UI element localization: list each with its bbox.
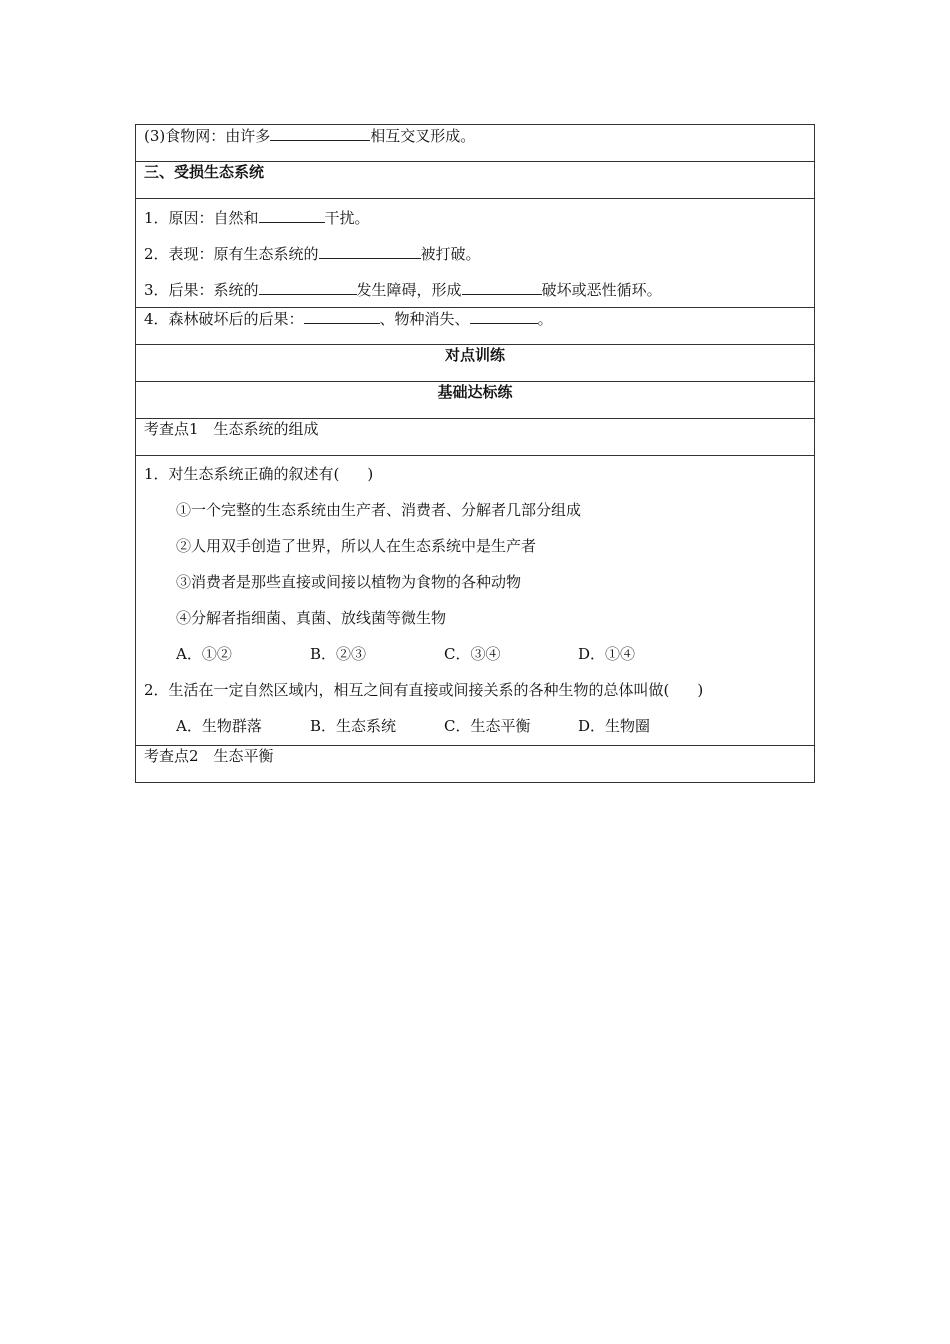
cause-blank[interactable]	[259, 207, 325, 223]
section3-row	[136, 162, 815, 199]
q2-stem: 2．生活在一定自然区域内，相互之间有直接或间接关系的各种生物的总体叫做(	[144, 681, 670, 699]
q2-stem-line	[144, 672, 806, 708]
q1-stem-end: )	[367, 465, 374, 483]
cause-line	[144, 199, 806, 235]
forest-blank-2[interactable]	[470, 308, 538, 324]
q1-option-b[interactable]: B．②③	[310, 645, 367, 663]
point1-row	[136, 419, 815, 456]
sign-line	[144, 235, 806, 271]
q2-option-b[interactable]: B．生态系统	[310, 717, 397, 735]
questions-row	[136, 456, 815, 746]
q1-option-a[interactable]: A．①②	[176, 645, 232, 663]
forest-blank-1[interactable]	[304, 308, 380, 324]
q1-statement: ④分解者指细菌、真菌、放线菌等微生物	[176, 609, 447, 627]
q1-stem-line	[144, 456, 806, 492]
point2-row	[136, 746, 815, 783]
food-web-cell	[136, 125, 815, 162]
q1-option-c[interactable]: C．③④	[444, 645, 501, 663]
training-title: 对点训练	[136, 345, 815, 382]
food-web-text-after: 相互交叉形成。	[370, 127, 476, 145]
q1-statement: ③消费者是那些直接或间接以植物为食物的各种动物	[176, 573, 522, 591]
food-web-text-before: (3)食物网：由许多	[144, 127, 271, 145]
q2-options-line	[144, 708, 806, 745]
worksheet-table	[135, 124, 815, 783]
q1-stem: 1．对生态系统正确的叙述有(	[144, 465, 340, 483]
forest-text-mid: 、物种消失、	[379, 310, 470, 328]
q1-statement: ①一个完整的生态系统由生产者、消费者、分解者几部分组成	[176, 501, 582, 519]
food-web-row	[136, 125, 815, 162]
result-blank-1[interactable]	[259, 279, 357, 295]
q2-option-d[interactable]: D．生物圈	[578, 717, 651, 735]
cause-text-before: 1．原因：自然和	[144, 209, 259, 227]
result-line	[144, 271, 806, 307]
forest-cell	[136, 308, 815, 345]
point2-label: 考查点2 生态平衡	[136, 746, 815, 783]
result-text-after: 破坏或恶性循环。	[541, 281, 662, 299]
sign-blank[interactable]	[319, 243, 421, 259]
result-text-before: 3．后果：系统的	[144, 281, 259, 299]
basic-row	[136, 382, 815, 419]
section3-title: 三、受损生态系统	[136, 162, 815, 199]
q2-option-a[interactable]: A．生物群落	[176, 717, 262, 735]
q1-options-line	[144, 636, 806, 672]
result-blank-2[interactable]	[462, 279, 542, 295]
cause-text-after: 干扰。	[324, 209, 370, 227]
food-web-blank[interactable]	[270, 125, 370, 141]
q2-stem-end: )	[697, 681, 704, 699]
training-row	[136, 345, 815, 382]
q2-option-c[interactable]: C．生态平衡	[444, 717, 531, 735]
forest-text-before: 4．森林破坏后的后果：	[144, 310, 304, 328]
result-text-mid: 发生障碍，形成	[356, 281, 462, 299]
sign-text-after: 被打破。	[420, 245, 481, 263]
q1-option-d[interactable]: D．①④	[578, 645, 636, 663]
sign-text-before: 2．表现：原有生态系统的	[144, 245, 319, 263]
forest-text-after: 。	[537, 310, 553, 328]
basic-title: 基础达标练	[136, 382, 815, 419]
damaged-cell	[136, 199, 815, 308]
questions-cell	[136, 456, 815, 746]
forest-row	[136, 308, 815, 345]
point1-label: 考查点1 生态系统的组成	[136, 419, 815, 456]
q1-statement: ②人用双手创造了世界，所以人在生态系统中是生产者	[176, 537, 537, 555]
damaged-row	[136, 199, 815, 308]
